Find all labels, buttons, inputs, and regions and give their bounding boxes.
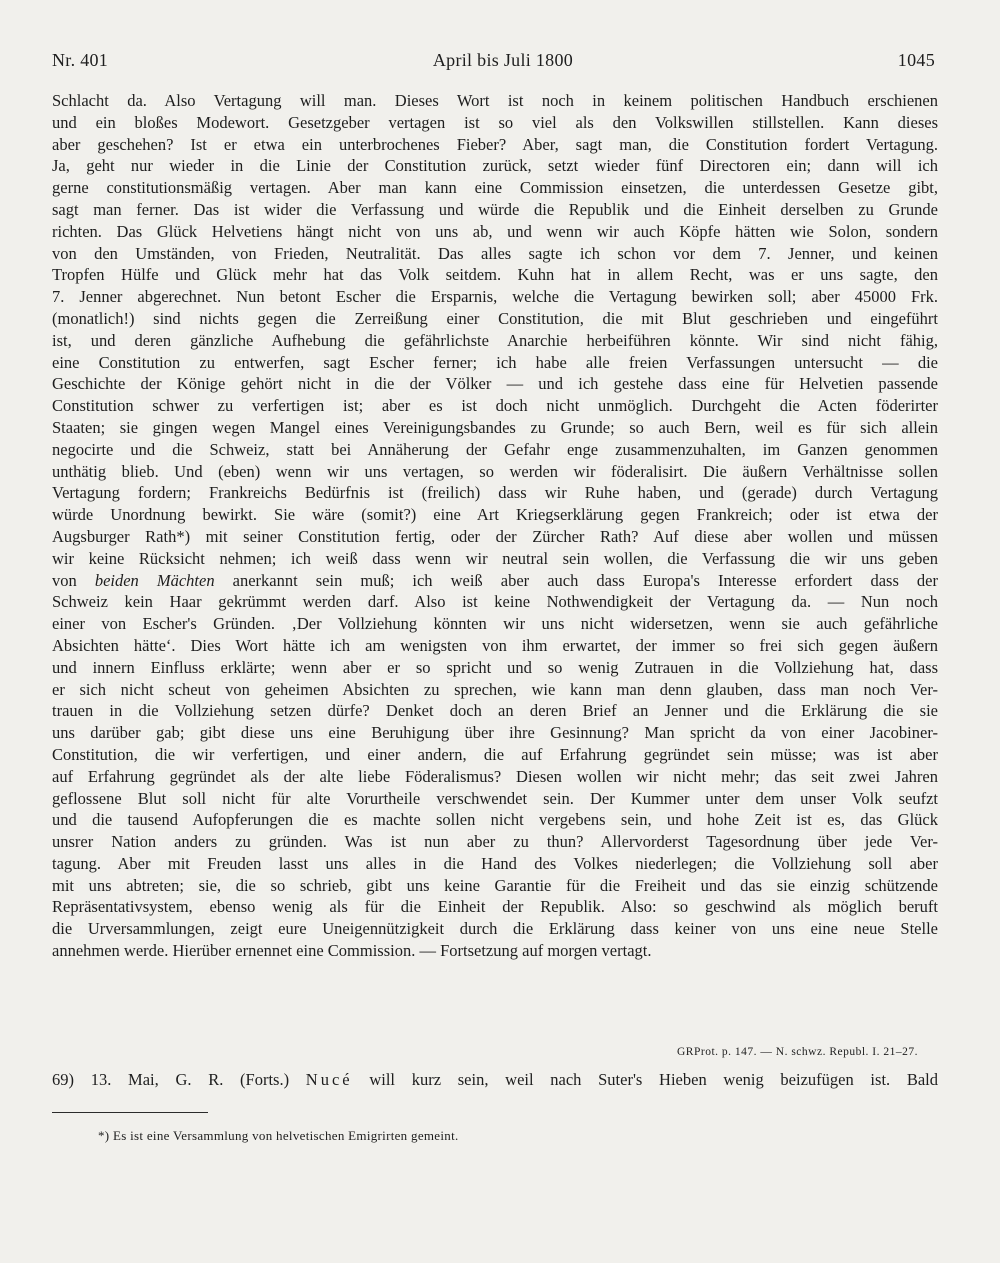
- text-line: gerne constitutionsmäßig vertagen. Aber man kann eine Commission einsetzen, die unterdessen Gesetze gibt,: [52, 178, 938, 198]
- text-line: von beiden Mächten anerkannt sein muß; ich weiß aber auch dass Europa's Interesse erfordert dass der: [52, 570, 938, 590]
- text-line: annehmen werde. Hierüber ernennet eine Commission. — Fortsetzung auf morgen vertagt.: [52, 941, 652, 961]
- text-line: richten. Das Glück Helvetiens hängt nicht von uns ab, und wenn wir auch Köpfe hätten wie Solon, sondern: [52, 221, 938, 241]
- text-line: und ein bloßes Modewort. Gesetzgeber vertagen ist so viel als den Volkswillen stillstellen. Kann dieses: [52, 112, 938, 132]
- text-line: Absichten hätte‘. Dies Wort hätte ich am wenigsten von ihm erwartet, der immer so frei sich gegen äußern: [52, 635, 938, 655]
- text-line: Vertagung fordern; Frankreichs Bedürfnis ist (freilich) dass wir Ruhe haben, und (gerade) durch Vertagung: [52, 483, 938, 503]
- text-line: wir keine Rücksicht nehmen; ich weiß dass wenn wir neutral sein wollen, die Verfassung die wir uns geben: [52, 548, 938, 568]
- entry-line: [52, 1069, 938, 1091]
- text-line: von den Umständen, von Frieden, Neutralität. Das alles sagte ich schon vor dem 7. Jenner, und keinen: [52, 243, 938, 263]
- text-line: würde Unordnung bewirkt. Sie wäre (somit?) eine Art Kriegserklärung gegen Frankreich; oder ist etwa der: [52, 505, 938, 525]
- text-line: aber geschehen? Ist er etwa ein unterbrochenes Fieber? Aber, sagt man, die Constitution fordert Vertagung.: [52, 134, 938, 154]
- text-line: unsrer Nation anders zu gründen. Was ist nun aber zu thun? Allervorderst Tagesordnung über jede Ver-: [52, 832, 938, 852]
- text-line: Staaten; sie gingen wegen Mangel eines Vereinigungsbandes zu Grunde; so auch Bern, weil es für sich allein: [52, 417, 938, 437]
- text-line: die Urversammlungen, zeigt eure Uneigennützigkeit durch die Erklärung dass keiner von uns eine neue Stelle: [52, 919, 938, 939]
- footnote-rule: [52, 1112, 208, 1113]
- text-line: und innern Einfluss erklärte; wenn aber er so spricht und so wenig Zutrauen in die Vollziehung hat, dass: [52, 657, 938, 677]
- text-line: eine Constitution zu entwerfen, sagt Escher ferner; ich habe alle freien Verfassungen untersucht — die: [52, 352, 938, 372]
- running-title: April bis Juli 1800: [432, 50, 574, 70]
- entry-speaker: Nucé: [305, 1070, 353, 1089]
- entry-text: will kurz sein, weil nach Suter's Hieben wenig beizufügen ist. Bald: [369, 1070, 939, 1089]
- text-line: negocirte und die Schweiz, statt bei Annäherung der Gefahr enge zusammenzuhalten, im Ganzen genommen: [52, 439, 938, 459]
- text-line: ist, und deren gänzliche Aufhebung die gefährlichste Anarchie herbeiführen könnte. Wir sind nicht fähig,: [52, 330, 938, 350]
- text-line: Constitution, die wir verfertigen, und einer andern, die auf Erfahrung gegründet sein müsse; was ist aber: [52, 744, 938, 764]
- source-reference: GRProt. p. 147. — N. schwz. Republ. I. 21–27.: [677, 1046, 918, 1058]
- page-header: [52, 50, 935, 71]
- text-line: unthätig blieb. Und (eben) wenn wir uns vertagen, so werden wir föderalisirt. Die äußern Verhältnisse sollen: [52, 461, 938, 481]
- text-line: Augsburger Rath*) mit seiner Constitution fertig, oder der Zürcher Rath? Auf diese aber wollen und müssen: [52, 526, 938, 546]
- text-line: trauen in die Vollziehung setzen dürfe? Denket doch an deren Brief an Jenner und die Erklärung die sie: [52, 701, 938, 721]
- page-number: 1045: [897, 50, 935, 70]
- text-line: Constitution schwer zu verfertigen ist; aber es ist doch nicht unmöglich. Durchgeht die Acten föderirter: [52, 396, 938, 416]
- text-line: Geschichte der Könige gehört nicht in die der Völker — und ich gestehe dass eine für Helvetien passende: [52, 374, 938, 394]
- text-line: Repräsentativsystem, ebenso wenig als für die Einheit der Republik. Also: so geschwind als möglich beruft: [52, 897, 938, 917]
- text-line: tagung. Aber mit Freuden lasst uns alles in die Hand des Volkes niederlegen; die Vollziehung soll aber: [52, 853, 938, 873]
- text-line: Tropfen Hülfe und Glück mehr hat das Volk seitdem. Kuhn hat in allem Recht, was er uns sagte, den: [52, 265, 938, 285]
- entry-prefix: 69) 13. Mai, G. R. (Forts.): [52, 1070, 290, 1089]
- document-number: Nr. 401: [52, 50, 109, 70]
- text-line: 7. Jenner abgerechnet. Nun betont Escher die Ersparnis, welche die Vertagung bewirken soll; aber 45000 Frk.: [52, 287, 938, 307]
- text-line: er sich nicht scheut von geheimen Absichten zu sprechen, wie kann man denn glauben, dass man noch Ver-: [52, 679, 938, 699]
- text-line: uns darüber gab; gibt diese uns eine Beruhigung über ihre Gesinnung? Man spricht da von einer Jacobiner-: [52, 723, 938, 743]
- text-line: sagt man ferner. Das ist wider die Verfassung und würde die Republik und die Einheit derselben zu Grunde: [52, 199, 938, 219]
- text-line: geflossene Blut soll nicht für alte Vorurtheile verschwendet sein. Der Kummer unter dem unser Volk seufzt: [52, 788, 938, 808]
- text-line: und die tausend Aufopferungen die es machte sollen nicht vergebens sein, und hohe Zeit ist es, das Glück: [52, 810, 938, 830]
- text-line: Schlacht da. Also Vertagung will man. Dieses Wort ist noch in keinem politischen Handbuch erschienen: [52, 91, 938, 110]
- text-line: Schweiz kein Haar gekrümmt werden darf. Also ist keine Nothwendigkeit der Vertagung da. — Nun noch: [52, 592, 938, 612]
- emphasis: beiden Mächten: [94, 570, 215, 590]
- text-line: mit uns abtreten; sie, die so schrieb, gibt uns keine Garantie für die Freiheit und das sie einzig schützende: [52, 875, 938, 895]
- text-line: (monatlich!) sind nichts gegen die Zerreißung einer Constitution, die mit Blut geschrieben und eingeführt: [52, 308, 938, 328]
- text-line: auf Erfahrung gegründet als der alte liebe Föderalismus? Diesen wollen wir nicht mehr; das seit zwei Jahren: [52, 766, 938, 786]
- text-line: einer von Escher's Gründen. ‚Der Vollziehung könnten wir uns nicht widersetzen, wenn sie auch gefährliche: [52, 614, 938, 634]
- main-text: [52, 90, 938, 962]
- footnote: *) Es ist eine Versammlung von helvetischen Emigrirten gemeint.: [98, 1128, 459, 1143]
- text-line: Ja, geht nur wieder in die Linie der Constitution zurück, setzt wieder fünf Directoren ein; dann will ich: [52, 156, 938, 176]
